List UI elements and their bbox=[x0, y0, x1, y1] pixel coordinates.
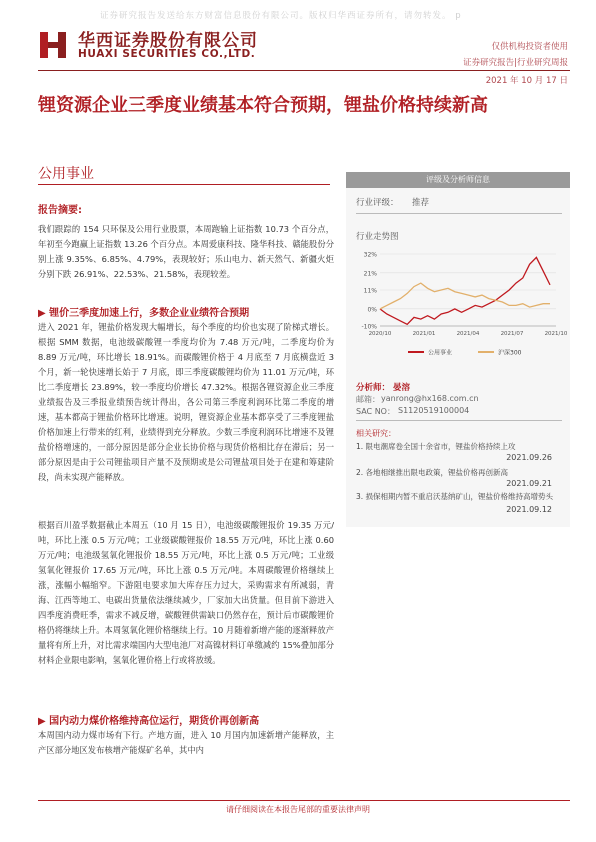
rating-value: 推荐 bbox=[412, 198, 430, 208]
chart-y-tick-label: -10% bbox=[361, 323, 377, 331]
paragraph-coal: 本周国内动力煤市场有下行。产地方面，进入 10 月国内加速新增产能释放，主产区部分地区发布核增产能煤矿名单，其中内 bbox=[38, 730, 334, 755]
email-label: 邮箱： bbox=[356, 395, 380, 404]
summary-heading: 报告摘要: bbox=[38, 205, 82, 216]
section-heading-lithium: ▶ 锂价三季度加速上行，多数企业业绩符合预期 bbox=[38, 308, 250, 319]
analyst-email[interactable]: yanrong@hx168.com.cn bbox=[381, 394, 479, 403]
rating-label: 行业评级： bbox=[356, 198, 399, 208]
footer-legal-note: 请仔细阅读在本报告尾部的重要法律声明 bbox=[226, 805, 370, 814]
report-title: 锂资源企业三季度业绩基本符合预期，锂盐价格持续新高 bbox=[38, 95, 488, 116]
related-date-3: 2021.09.12 bbox=[506, 505, 552, 514]
related-item-3[interactable]: 3. 损保相期内暂不重启沃基纳矿山，锂盐价格维持高增势头 bbox=[356, 492, 554, 501]
sector-divider bbox=[38, 184, 330, 185]
chart-x-tick-label: 2021/07 bbox=[500, 331, 524, 337]
chart-y-tick-label: 21% bbox=[363, 270, 377, 278]
chart-x-tick-label: 2021/01 bbox=[412, 331, 436, 337]
report-date: 2021 年 10 月 17 日 bbox=[485, 76, 568, 86]
related-item-2[interactable]: 2. 各地相继推出限电政策，锂盐价格再创新高 bbox=[356, 468, 509, 477]
sector-title: 公用事业 bbox=[38, 166, 94, 182]
industry-trend-chart bbox=[356, 246, 568, 366]
related-title: 相关研究： bbox=[356, 429, 396, 438]
chart-x-tick-label: 2021/10 bbox=[544, 331, 568, 337]
chart-x-tick-label: 2021/04 bbox=[456, 331, 480, 337]
related-date-1: 2021.09.26 bbox=[506, 453, 552, 462]
chart-y-tick-label: 32% bbox=[363, 251, 377, 259]
company-name-cn: 华西证券股份有限公司 bbox=[78, 31, 258, 51]
analyst-name: 晏溶 bbox=[393, 383, 411, 393]
rating-divider bbox=[356, 213, 562, 214]
report-type: 证券研究报告|行业研究周报 bbox=[463, 58, 568, 68]
chart-legend-label: 公用事业 bbox=[428, 349, 453, 357]
chart-y-tick-label: 0% bbox=[367, 306, 377, 314]
sac-number: S1120519100004 bbox=[398, 406, 470, 415]
header-divider bbox=[38, 70, 570, 71]
chart-legend-label: 沪深300 bbox=[498, 349, 522, 357]
chart-series-line bbox=[380, 257, 550, 324]
chart-x-tick-label: 2020/10 bbox=[368, 331, 392, 337]
paragraph-lithium-price: 进入 2021 年，锂盐价格发现大幅增长，每个季度的均价也实现了阶梯式增长。根据 SMM 数据，电池级碳酸锂一季度均价为 7.48 万元/吨，二季度均价为 8.89 万元/吨，环比增长 18.91%。而碳酸锂价格于 4 月底至 7 月底横盘近 3 个月，新一轮快速增长始于 7 月底，即三季度碳酸锂均价为 11.01 万元/吨，环比二季度增长 23.89%，较一季度均价增长 47.32%。根据各锂资源企业三季度业绩报告及三季报业绩预告统计得出，各公司第三季度利润环比第二季度的增速，基本都高于锂盐价格环比增速。说明，锂资源企业基本都享受了三季度锂盐价格加速上行带来的红利，业绩得到充分释放。少数三季度利润环比增速不及锂盐价格增速的，一部分原因是部分企业长协价格与现货价格相比存在滞后；另一部分原因是由于公司锂盐项目产量不及预期或是公司锂盐项目处于在建和筹建阶段，尚未实现产能释放。 bbox=[38, 322, 334, 482]
company-name-en: HUAXI SECURITIES CO.,LTD. bbox=[78, 48, 256, 60]
chart-title: 行业走势图 bbox=[356, 232, 399, 242]
analyst-label: 分析师： bbox=[356, 383, 391, 393]
sac-label: SAC NO： bbox=[356, 407, 395, 416]
company-logo-icon bbox=[38, 28, 68, 62]
footer-divider bbox=[38, 800, 570, 801]
sidebar-heading: 评级及分析师信息 bbox=[346, 172, 570, 188]
chart-y-tick-label: 11% bbox=[363, 287, 377, 295]
section-heading-coal: ▶ 国内动力煤价格维持高位运行，期货价再创新高 bbox=[38, 716, 260, 727]
summary-paragraph-1: 我们跟踪的 154 只环保及公用行业股票，本周跑输上证指数 10.73 个百分点，年初至今跑赢上证指数 13.26 个百分点。本周爱康科技、隆华科技、赣能股份分别上涨 9.35%、6.85%、4.79%，表现较好；乐山电力、新天然气、新疆火炬分别下跌 26.91%、22.53%、21.58%，表现较差。 bbox=[38, 224, 334, 279]
paragraph-lithium-quote: 根据百川盈孚数据截止本周五（10 月 15 日），电池级碳酸锂报价 19.35 万元/吨，环比上涨 0.5 万元/吨；工业级碳酸锂报价 18.55 万元/吨，环比上涨 0.60 万元/吨；电池级氢氧化锂报价 18.55 万元/吨，环比上涨 0.5 万元/吨；工业级氢氧化锂报价 17.65 万元/吨，环比上涨 0.5 万元/吨。本周碳酸锂价格继续上涨，涨幅小幅缩窄。下游阻电要求加大库存压力过大，采购需求有所减弱，青海、江西等地工、电碳出货量依法继续减少，厂家加大出货量。但目前下游进入四季度消费旺季，需求不减反增，碳酸锂供需缺口仍然存在，预计后市碳酸锂价格仍将继续上升。本周氢氧化锂价格继续上行。10 月随着新增产能的逐渐释放产量将有所上升，对比需求端国内大型电池厂对高镍材料订单缴减约 15%叠加部分材料企业限电影响，氢氧化锂价格上行或将放缓。 bbox=[38, 520, 334, 665]
related-date-2: 2021.09.21 bbox=[506, 479, 552, 488]
related-item-1[interactable]: 1. 限电潮席卷全国十余省市，锂盐价格持续上攻 bbox=[356, 442, 516, 451]
audience-note: 仅供机构投资者使用 bbox=[491, 42, 568, 52]
watermark: 证券研究报告发送给东方财富信息股份有限公司。版权归华西证券所有，请勿转发。 p bbox=[100, 11, 462, 21]
chart-series-line bbox=[380, 283, 550, 309]
analyst-divider bbox=[356, 420, 562, 421]
